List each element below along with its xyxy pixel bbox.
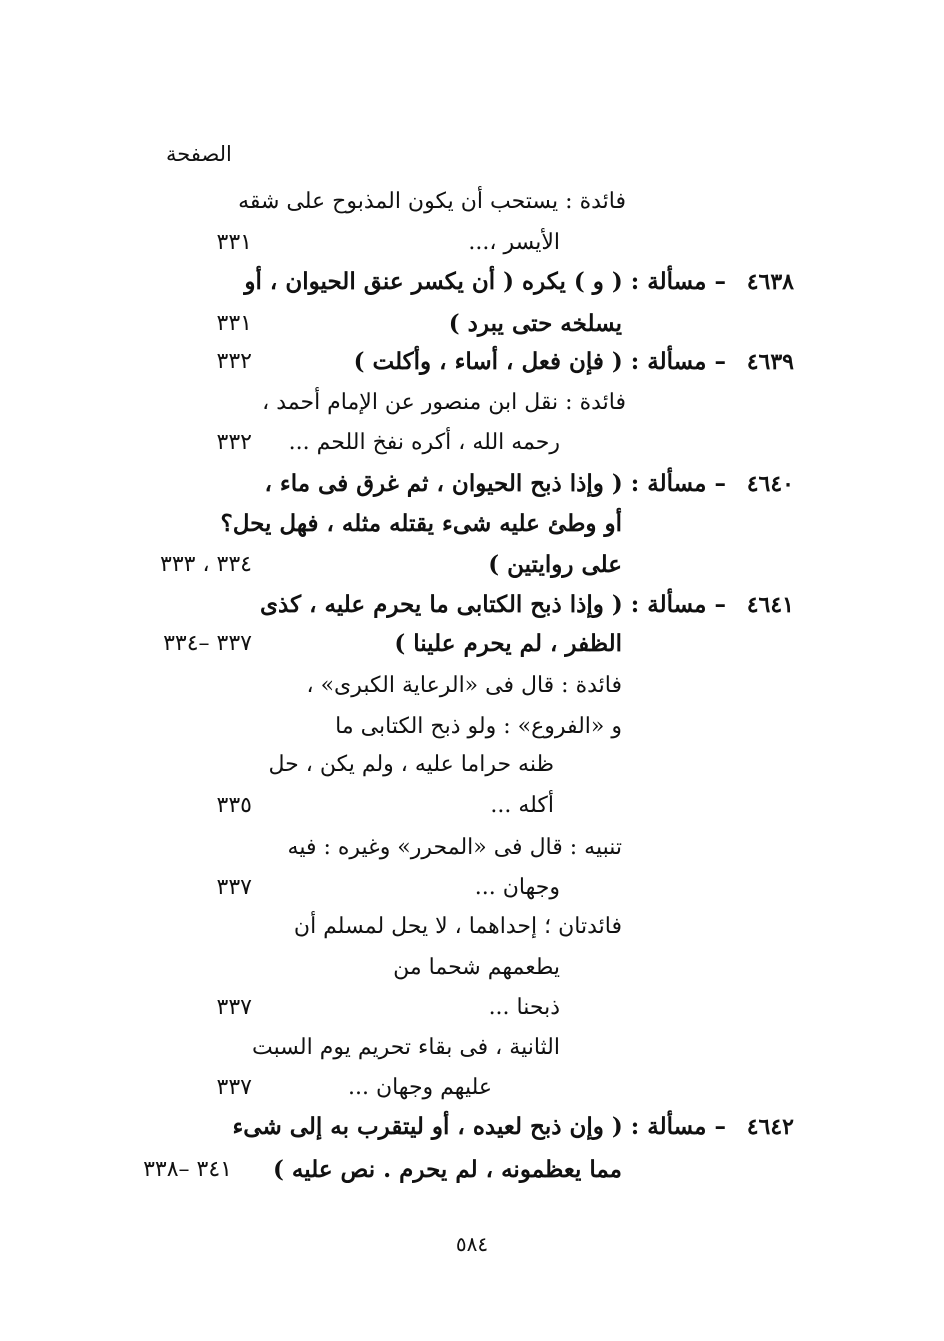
page-reference: ٣٣٢ xyxy=(216,349,252,374)
index-line xyxy=(0,1029,944,1069)
entry-number: ٤٦٤٠ xyxy=(746,471,794,497)
line-text: ظنه حراما عليه ، ولم يكن ، حل xyxy=(268,752,554,777)
index-line xyxy=(0,708,944,748)
page-reference: ٣٣٤ ، ٣٣٣ xyxy=(160,552,252,577)
line-text: فائدة : قال فى «الرعاية الكبرى» ، xyxy=(306,673,622,698)
line-text: الثانية ، فى بقاء تحريم يوم السبت xyxy=(252,1035,560,1060)
entry-number: ٤٦٣٨ xyxy=(746,269,794,295)
line-text: وجهان ... xyxy=(474,875,560,900)
index-line xyxy=(0,787,944,827)
page-reference: ٣٣٥ xyxy=(216,793,252,818)
line-text: على روايتين ) xyxy=(488,551,622,578)
line-text: يسلخه حتى يبرد ) xyxy=(448,310,622,337)
entry-text: – مسألة : ( فإن فعل ، أساء ، وأكلت ) xyxy=(353,348,726,375)
index-line xyxy=(0,546,944,586)
line-text: تنبيه : قال فى «المحرر» وغيره : فيه xyxy=(287,835,622,860)
index-line xyxy=(0,949,944,989)
index-line xyxy=(0,908,944,948)
index-line xyxy=(0,384,944,424)
entry-4642 xyxy=(0,1108,944,1148)
line-text: فائدة : نقل ابن منصور عن الإمام أحمد ، xyxy=(262,390,626,415)
index-line xyxy=(0,746,944,786)
line-text: عليهم وجهان ... xyxy=(347,1075,492,1100)
index-line xyxy=(0,829,944,869)
entry-text: – مسألة : ( و ) يكره ( أن يكسر عنق الحيوان ، أو xyxy=(244,268,726,295)
index-line xyxy=(0,1151,944,1191)
index-line xyxy=(0,305,944,345)
index-line xyxy=(0,869,944,909)
page-reference: ٣٣١ xyxy=(216,230,252,255)
line-text: أو وطئ عليه شىء يقتله مثله ، فهل يحل؟ xyxy=(220,510,622,537)
index-line xyxy=(0,667,944,707)
index-line xyxy=(0,224,944,264)
entry-text: – مسألة : ( وإذا ذبح الحيوان ، ثم غرق فى ماء ، xyxy=(264,470,726,497)
page-reference: ٣٤١ –٣٣٨ xyxy=(143,1157,232,1182)
index-line xyxy=(0,625,944,665)
page-column-header: الصفحة xyxy=(166,142,232,166)
line-text: أكله ... xyxy=(490,793,554,818)
entry-number: ٤٦٤١ xyxy=(746,592,794,618)
page-reference: ٣٣٧ –٣٣٤ xyxy=(163,631,252,656)
page-number: ٥٨٤ xyxy=(455,1232,489,1256)
entry-4640 xyxy=(0,465,944,505)
entry-4639 xyxy=(0,343,944,383)
entry-number: ٤٦٣٩ xyxy=(746,349,794,375)
line-text: فائدتان ؛ إحداهما ، لا يحل لمسلم أن xyxy=(293,914,622,939)
entry-4641 xyxy=(0,586,944,626)
index-line xyxy=(0,505,944,545)
index-line xyxy=(0,183,944,223)
line-text: و «الفروع» : ولو ذبح الكتابى ما xyxy=(335,714,622,739)
page-reference: ٣٣٧ xyxy=(216,1075,252,1100)
index-line xyxy=(0,1069,944,1109)
page-reference: ٣٣١ xyxy=(216,311,252,336)
entry-number: ٤٦٤٢ xyxy=(746,1114,794,1140)
index-line xyxy=(0,989,944,1029)
page-reference: ٣٣٢ xyxy=(216,430,252,455)
page-reference: ٣٣٧ xyxy=(216,875,252,900)
page-reference: ٣٣٧ xyxy=(216,995,252,1020)
entry-4638 xyxy=(0,263,944,303)
line-text: الأيسر ،... xyxy=(468,230,560,255)
entry-text: – مسألة : ( وإن ذبح لعيده ، أو ليتقرب به إلى شىء xyxy=(232,1113,726,1140)
line-text: الظفر ، لم يحرم علينا ) xyxy=(394,630,622,657)
line-text: رحمه الله ، أكره نفخ اللحم ... xyxy=(288,430,560,455)
index-line xyxy=(0,424,944,464)
line-text: فائدة : يستحب أن يكون المذبوح على شقه xyxy=(238,189,626,214)
line-text: يطعمهم شحما من xyxy=(393,955,560,980)
line-text: مما يعظمونه ، لم يحرم . نص عليه ) xyxy=(273,1156,622,1183)
line-text: ذبحنا ... xyxy=(488,995,560,1020)
entry-text: – مسألة : ( وإذا ذبح الكتابى ما يحرم عليه ، كذى xyxy=(260,591,726,618)
